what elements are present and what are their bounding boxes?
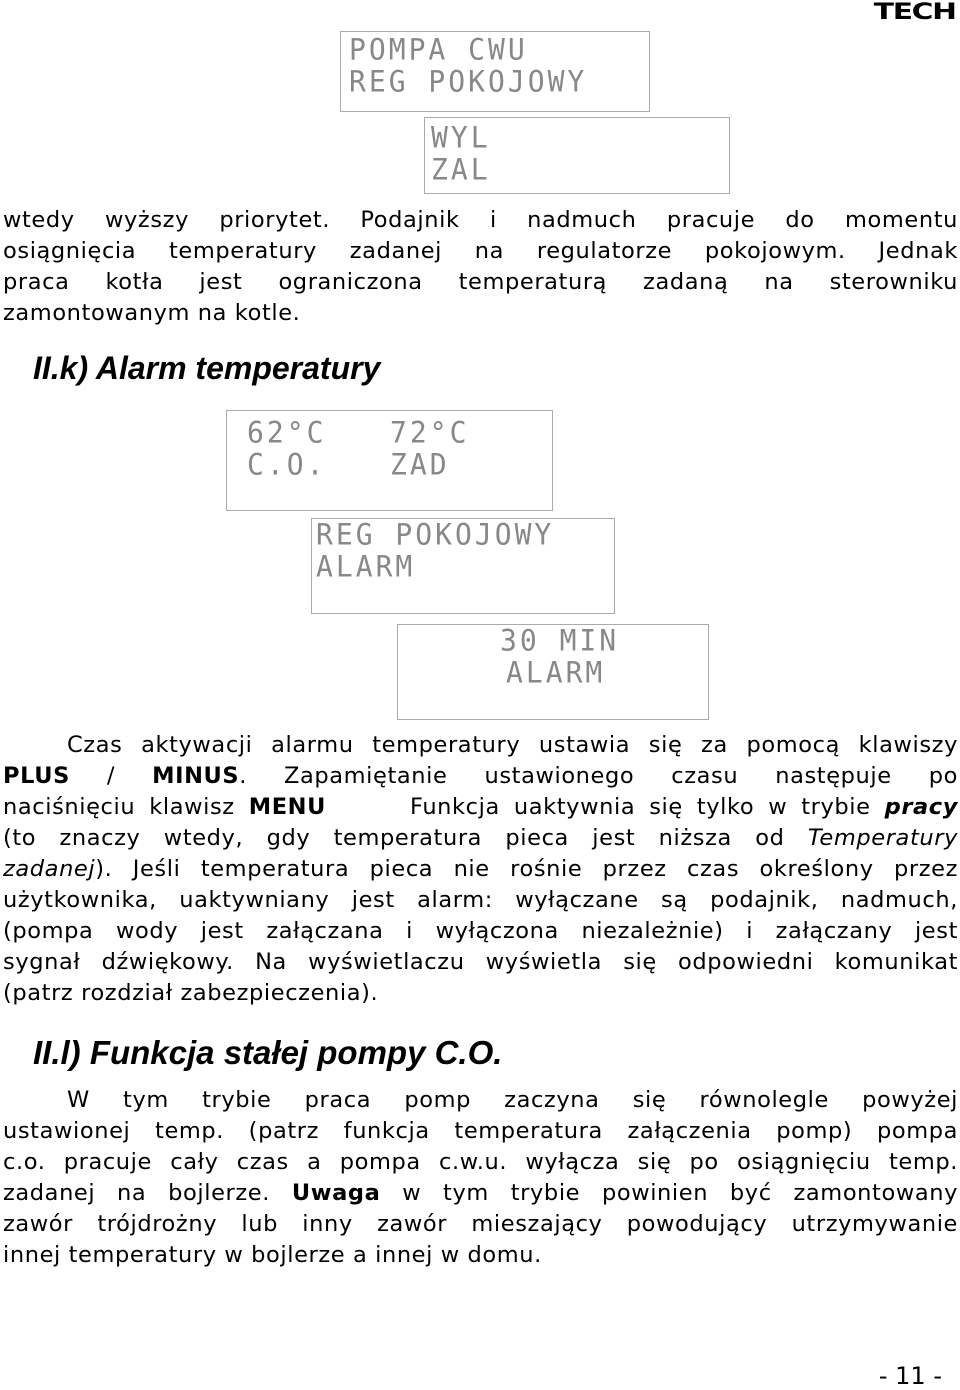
paragraph-constant-pump bbox=[3, 1085, 958, 1271]
text-segment: / bbox=[69, 763, 153, 789]
text-line bbox=[3, 761, 958, 792]
text-line: wtedy wyższy priorytet. Podajnik i nadmuch pracuje do momentu bbox=[3, 207, 958, 233]
emphasis-zadanej: zadanej bbox=[3, 856, 96, 882]
text-segment: Czas aktywacji alarmu temperatury ustawia się za pomocą klawiszy bbox=[67, 732, 958, 758]
text-line: (patrz rozdział zabezpieczenia). bbox=[3, 980, 379, 1006]
lcd-display-temperatures bbox=[226, 410, 553, 511]
text-line bbox=[3, 1085, 958, 1116]
section-heading-alarm: II.k) Alarm temperatury bbox=[33, 350, 381, 386]
emphasis-temperatury: Temperatury bbox=[807, 825, 958, 851]
text-line: praca kotła jest ograniczona temperaturą zadaną na sterowniku bbox=[3, 269, 958, 295]
lcd-temp-current: 62°C bbox=[247, 415, 327, 450]
lcd-line-2: ALARM bbox=[316, 549, 416, 584]
emphasis-uwaga: Uwaga bbox=[291, 1180, 381, 1206]
text-segment: ). Jeśli temperatura pieca nie rośnie przez czas określony przez bbox=[95, 856, 958, 882]
lcd-display-pump-mode bbox=[340, 31, 650, 112]
lcd-label-zad: ZAD bbox=[390, 447, 450, 482]
lcd-label-co: C.O. bbox=[247, 447, 327, 482]
paragraph-alarm-description bbox=[3, 730, 958, 1009]
lcd-display-time-alarm bbox=[397, 624, 709, 720]
text-line: ustawionej temp. (patrz funkcja temperatura załączenia pomp) pompa bbox=[3, 1118, 958, 1144]
text-line: zawór trójdrożny lub inny zawór mieszający powodujący utrzymywanie bbox=[3, 1211, 958, 1237]
lcd-line-2: REG POKOJOWY bbox=[349, 64, 588, 99]
lcd-line-1: POMPA CWU bbox=[349, 32, 528, 67]
text-line: sygnał dźwiękowy. Na wyświetlaczu wyświetla się odpowiedni komunikat bbox=[3, 949, 958, 975]
text-segment: w tym trybie powinien być zamontowany bbox=[380, 1180, 958, 1206]
lcd-line-1: WYL bbox=[431, 120, 491, 155]
text-line bbox=[3, 730, 958, 761]
text-segment: Funkcja uaktywnia się tylko w trybie bbox=[325, 794, 885, 820]
lcd-line-1: REG POKOJOWY bbox=[316, 517, 555, 552]
page-number: - 11 - bbox=[878, 1362, 942, 1390]
emphasis-pracy: pracy bbox=[884, 794, 958, 820]
text-line: c.o. pracuje cały czas a pompa c.w.u. wyłącza się po osiągnięciu temp. bbox=[3, 1149, 958, 1175]
text-line bbox=[3, 854, 958, 885]
text-line: zamontowanym na kotle. bbox=[3, 300, 301, 326]
text-line: (pompa wody jest załączana i wyłączona niezależnie) i załączany jest bbox=[3, 918, 958, 944]
text-segment: . Zapamiętanie ustawionego czasu następuje po bbox=[239, 763, 958, 789]
key-minus: MINUS bbox=[152, 763, 240, 789]
text-line: innej temperatury w bojlerze a innej w domu. bbox=[3, 1242, 542, 1268]
lcd-line-2: ZAL bbox=[431, 152, 491, 187]
paragraph-priority bbox=[3, 205, 958, 329]
text-line bbox=[3, 792, 958, 823]
lcd-line-2: ALARM bbox=[506, 655, 606, 690]
lcd-display-on-off bbox=[424, 117, 730, 194]
lcd-temp-set: 72°C bbox=[390, 415, 470, 450]
text-line: osiągnięcia temperatury zadanej na regulatorze pokojowym. Jednak bbox=[3, 238, 958, 264]
section-heading-pump: II.l) Funkcja stałej pompy C.O. bbox=[33, 1034, 503, 1071]
text-line bbox=[3, 823, 958, 854]
text-segment: zadanej na bojlerze. bbox=[3, 1180, 292, 1206]
brand-logo: TECH bbox=[874, 0, 956, 25]
lcd-display-room-alarm bbox=[311, 518, 615, 614]
text-line bbox=[3, 1178, 958, 1209]
lcd-line-1: 30 MIN bbox=[500, 623, 620, 658]
text-segment: naciśnięciu klawisz bbox=[3, 794, 249, 820]
key-menu: MENU bbox=[248, 794, 326, 820]
text-segment: (to znaczy wtedy, gdy temperatura pieca jest niższa od bbox=[3, 825, 808, 851]
text-segment: W tym trybie praca pomp zaczyna się równolegle powyżej bbox=[67, 1087, 958, 1113]
key-plus: PLUS bbox=[3, 763, 70, 789]
text-line: użytkownika, uaktywniany jest alarm: wyłączane są podajnik, nadmuch, bbox=[3, 887, 958, 913]
